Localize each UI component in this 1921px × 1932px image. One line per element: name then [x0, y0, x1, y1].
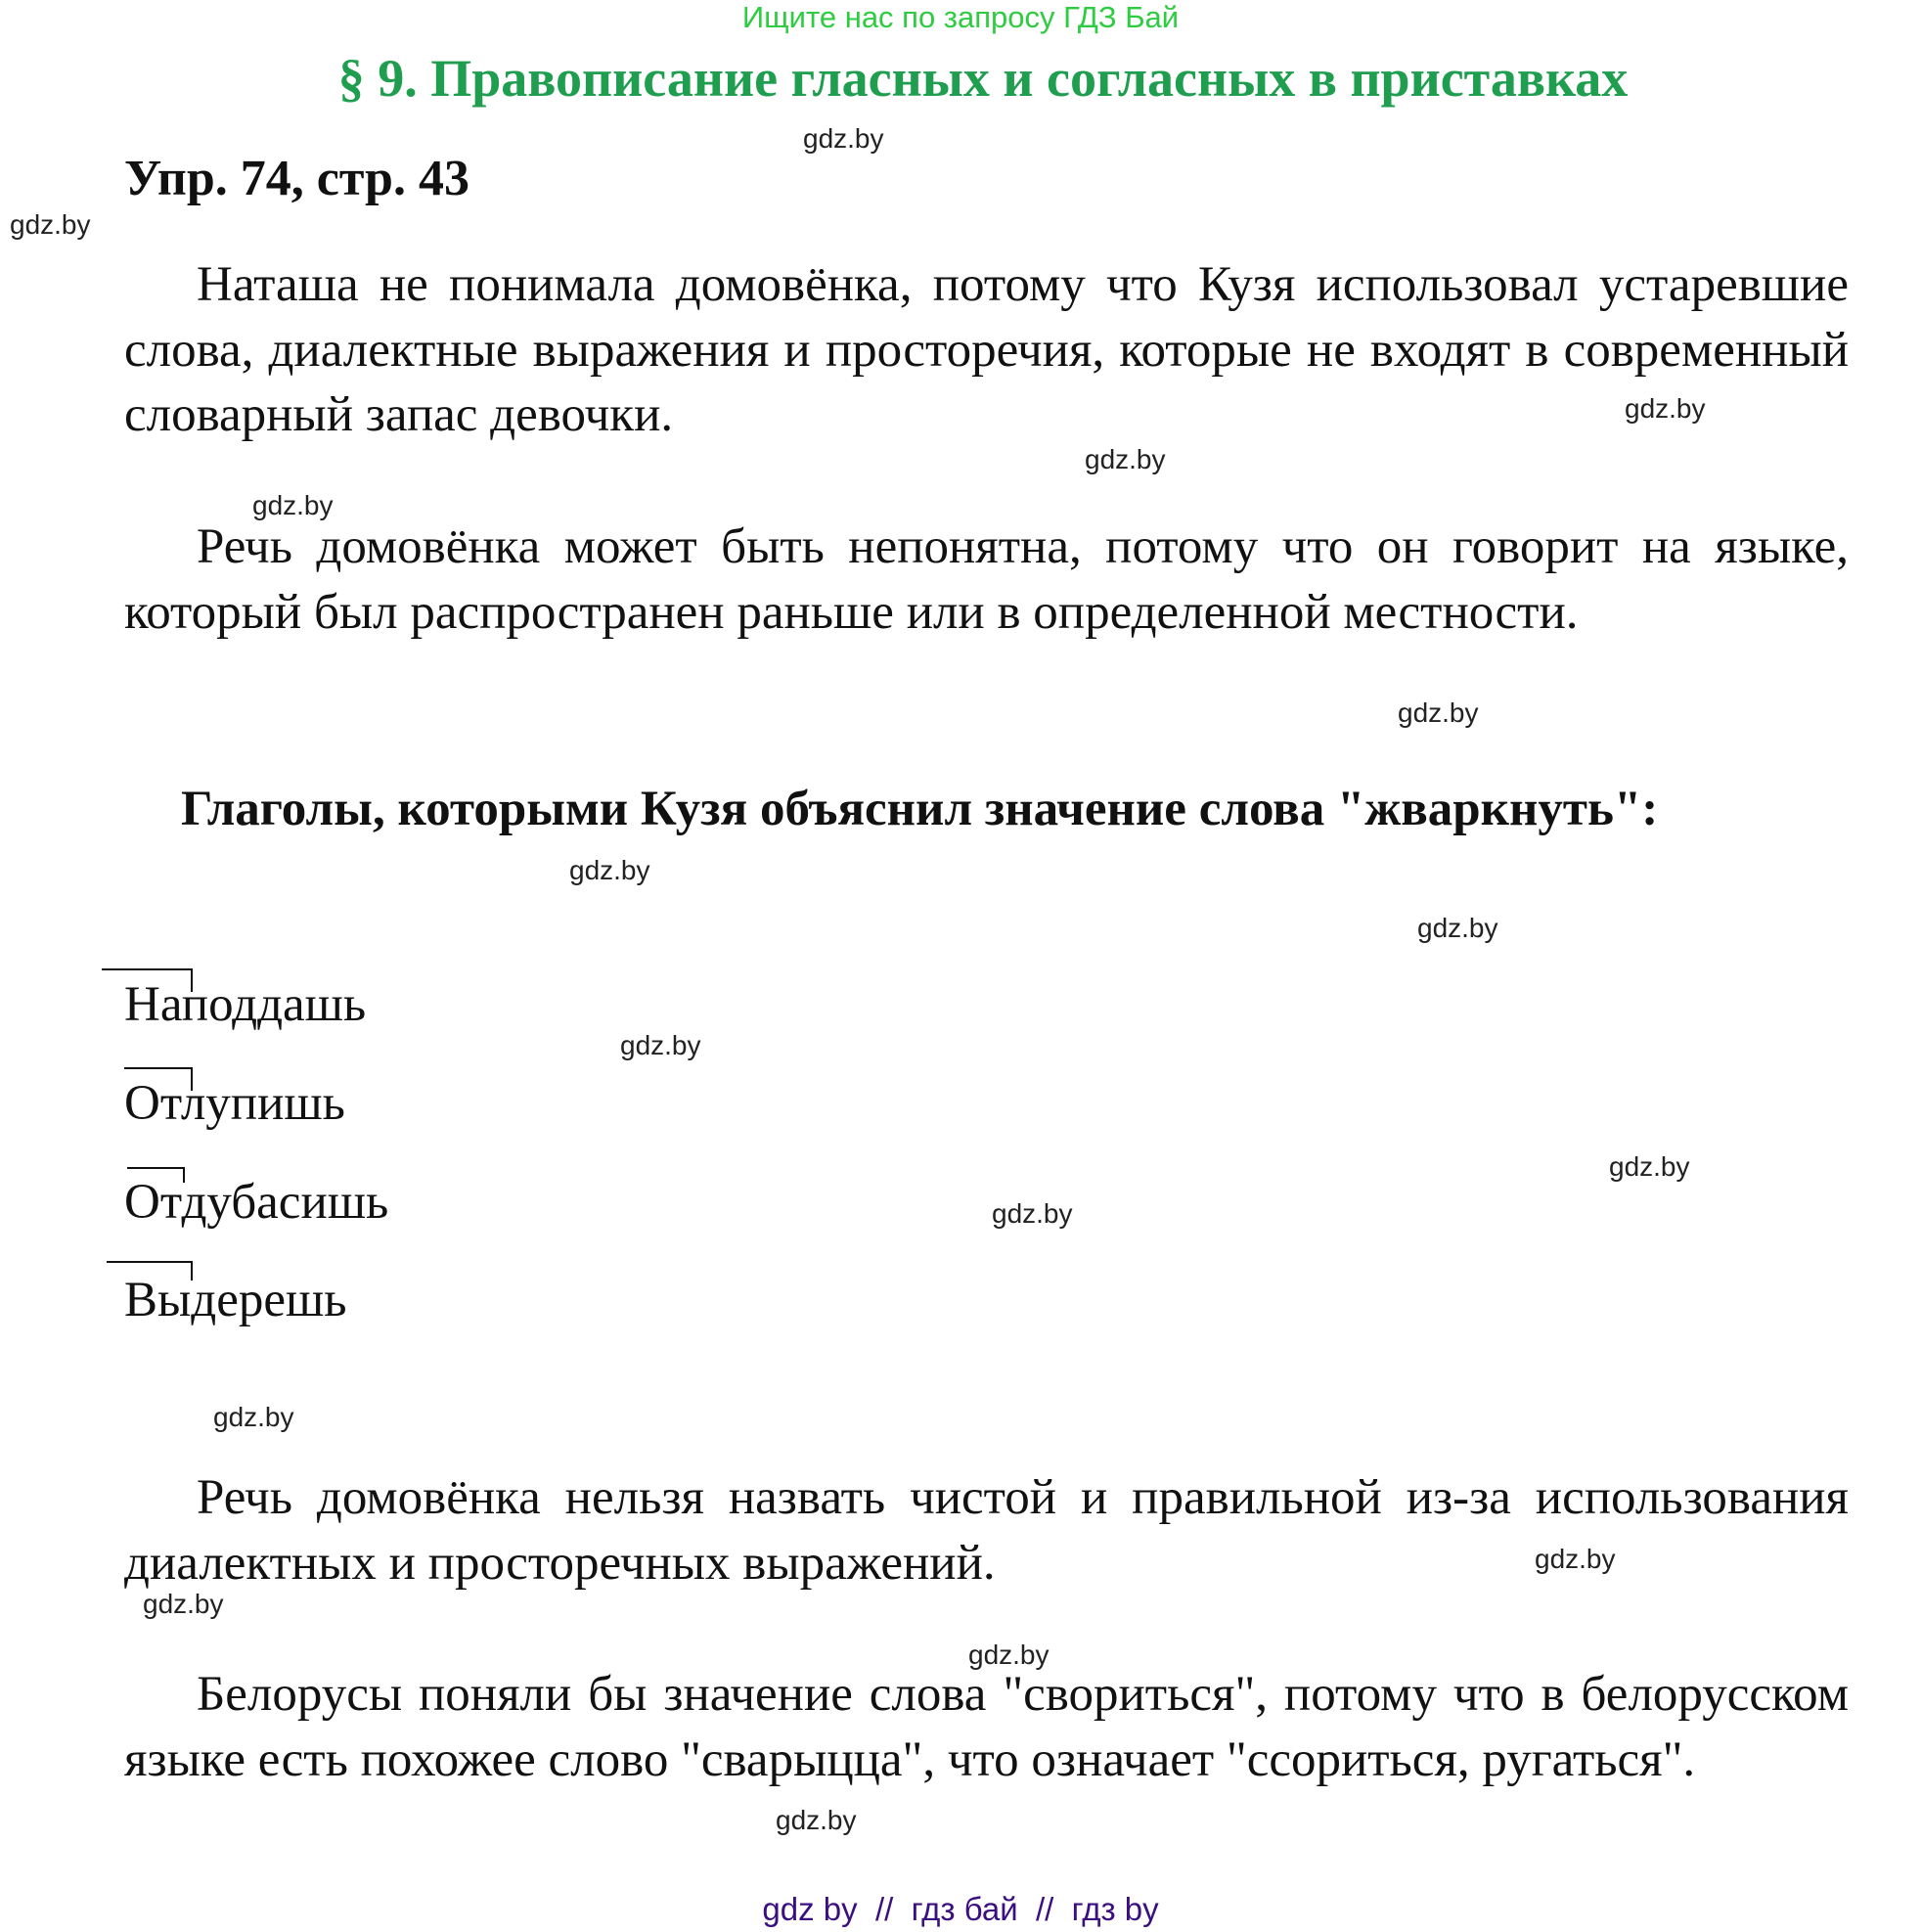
watermark: gdz.by	[10, 209, 91, 240]
answer-paragraph-2: Речь домовёнка может быть непонятна, потому что он говорит на языке, который был распространен раньше или в определенной местности.	[124, 519, 1849, 640]
watermark: gdz.by	[1625, 393, 1706, 424]
watermark: gdz.by	[992, 1198, 1073, 1229]
answer-paragraph-3: Речь домовёнка нельзя назвать чистой и правильной из-за использования диалектных и просторечных выражений.	[124, 1470, 1849, 1591]
prefix-mark	[124, 1067, 193, 1091]
watermark: gdz.by	[213, 1402, 294, 1432]
section-title: § 9. Правописание гласных и согласных в приставках	[337, 49, 1629, 108]
watermark: gdz.by	[1417, 913, 1498, 943]
watermark: gdz.by	[1398, 697, 1479, 728]
verb-item: Отдубасишь	[124, 1175, 389, 1230]
prefix-mark	[102, 968, 193, 992]
verbs-heading: Глаголы, которыми Кузя объяснил значение слова "жваркнуть":	[181, 782, 1659, 836]
answer-paragraph-1: Наташа не понимала домовёнка, потому что Кузя использовал устаревшие слова, диалектные выражения и просторечия, которые не входят в современный словарный запас девочки.	[124, 257, 1849, 442]
prefix-mark	[107, 1261, 193, 1281]
watermark: gdz.by	[1609, 1151, 1690, 1182]
watermark: gdz.by	[1085, 444, 1166, 474]
watermark: gdz.by	[252, 490, 334, 520]
watermark: gdz.by	[803, 123, 884, 154]
footer-links: gdz by // гдз бай // гдз by	[762, 1891, 1159, 1927]
watermark: gdz.by	[569, 855, 650, 885]
verb-item: Отлупишь	[124, 1076, 345, 1131]
exercise-heading: Упр. 74, стр. 43	[124, 151, 469, 206]
watermark: gdz.by	[143, 1589, 224, 1619]
answer-paragraph-4: Белорусы поняли бы значение слова "свориться", потому что в белорусском языке есть похожее слово "сварыцца", что означает "ссориться, ругаться".	[124, 1667, 1849, 1787]
watermark: gdz.by	[1535, 1544, 1616, 1574]
watermark: gdz.by	[968, 1640, 1050, 1670]
prefix-mark	[127, 1167, 185, 1183]
watermark: gdz.by	[620, 1030, 701, 1060]
watermark: gdz.by	[776, 1805, 857, 1835]
verb-item: Наподдашь	[124, 977, 367, 1032]
search-hint: Ищите нас по запросу ГДЗ Бай	[741, 0, 1180, 34]
verb-item: Выдерешь	[124, 1273, 347, 1327]
